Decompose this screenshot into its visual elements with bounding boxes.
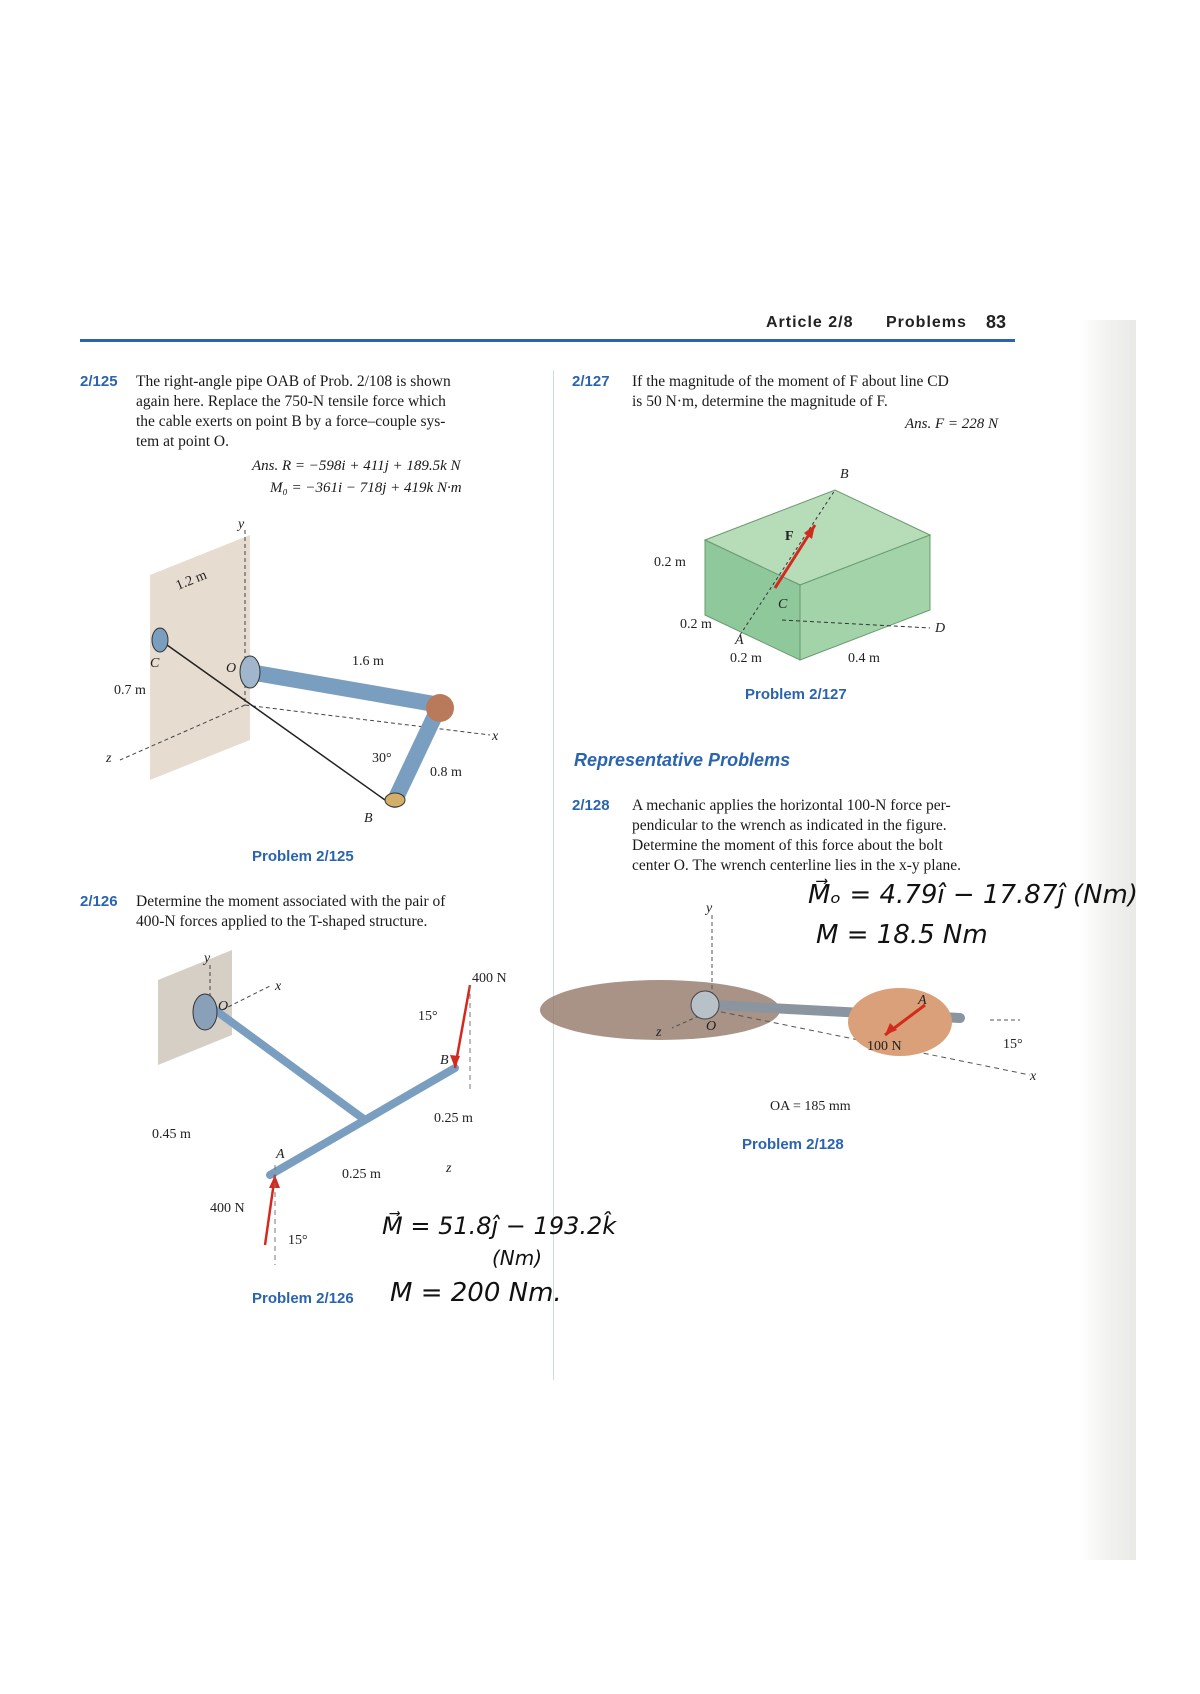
problem-text [136,372,451,452]
label-b: B [440,1053,449,1068]
text-line: center O. The wrench centerline lies in the x-y plane. [632,857,961,874]
problem-number: 2/125 [80,373,118,390]
label-z: z [446,1161,452,1176]
label-x: x [1030,1069,1037,1084]
label-y: y [706,901,713,916]
main-stem [215,1010,365,1120]
answer-M: M₀ = −361i − 718j + 419k N·m [270,480,462,496]
pipe-oa [250,672,440,705]
label-dim-a: 0.2 m [654,555,686,570]
force-arrow-b [455,985,470,1068]
end-b [385,793,405,807]
handwritten-magnitude: M = 18.5 Nm [816,920,988,950]
label-a: A [918,993,927,1008]
header-article: Article 2/8 [766,314,854,331]
text-line: tem at point O. [136,433,229,450]
header-rule [80,339,1015,342]
problem-number: 2/128 [572,797,610,814]
label-angle-top: 15° [418,1009,438,1024]
caption-2-125: Problem 2/125 [252,848,354,865]
label-angle: 30° [372,751,392,766]
label-y: y [238,517,245,532]
label-c: C [150,656,160,671]
handwritten-units: (Nm) [492,1246,543,1270]
label-a: A [276,1147,285,1162]
answer-F: Ans. F = 228 N [905,416,999,432]
label-f: F [785,529,794,544]
label-dim-0-25-right: 0.25 m [434,1111,473,1126]
label-c: C [778,597,788,612]
problem-text [632,372,949,412]
label-d: D [935,621,946,636]
anchor-c [152,628,168,652]
problem-text [136,892,445,932]
base-o [193,994,217,1030]
label-x: x [492,729,499,744]
problem-number: 2/127 [572,373,610,390]
section-title: Representative Problems [574,750,791,770]
text-line: Determine the moment of this force about the bolt [632,837,943,854]
flange-o [240,656,260,688]
label-z: z [656,1025,662,1040]
text-line: is 50 N·m, determine the magnitude of F. [632,393,888,410]
label-force-top: 400 N [472,971,507,986]
text-line: Determine the moment associated with the pair of [136,893,446,910]
label-force: 100 N [867,1039,902,1054]
text-line: pendicular to the wrench as indicated in the figure. [632,817,947,834]
label-b: B [364,811,373,826]
handwritten-magnitude: M = 200 Nm. [390,1278,562,1308]
problem-number: 2/126 [80,893,118,910]
caption-2-128: Problem 2/128 [742,1136,844,1153]
label-b: B [840,467,849,482]
page-header [740,312,1012,336]
wrench-box-end [691,991,719,1019]
text-line: The right-angle pipe OAB of Prob. 2/108 is shown [136,373,451,390]
label-o: O [226,661,237,676]
text-line: the cable exerts on point B by a force–couple sys- [136,413,446,430]
label-y: y [204,951,211,966]
crossbar [270,1068,455,1175]
label-dim-c: 0.2 m [730,651,762,666]
text-line: 400-N forces applied to the T-shaped structure. [136,913,428,930]
scan-shadow-edge [1080,320,1136,1560]
handwritten-moment-vector: M⃗ₒ = 4.79î − 17.87ĵ (Nm) [808,880,1138,910]
label-a: A [735,633,744,648]
label-angle-bottom: 15° [288,1233,308,1248]
page-number: 83 [986,312,1007,332]
label-dim-0-25: 0.25 m [342,1167,381,1182]
text-line: again here. Replace the 750-N tensile force which [136,393,446,410]
text-line: A mechanic applies the horizontal 100-N force per- [632,797,951,814]
label-dim-d: 0.4 m [848,651,880,666]
label-angle: 15° [1003,1037,1023,1052]
label-dim-0-8: 0.8 m [430,765,462,780]
label-dim-1-2: 1.2 m [173,567,210,594]
label-oa: OA = 185 mm [770,1099,851,1114]
label-o: O [706,1019,717,1034]
caption-2-126: Problem 2/126 [252,1290,354,1307]
caption-2-127: Problem 2/127 [745,686,847,703]
label-dim-1-6: 1.6 m [352,654,384,669]
label-o: O [218,999,229,1014]
label-x: x [275,979,282,994]
label-force-bottom: 400 N [210,1201,245,1216]
label-z: z [106,751,112,766]
label-dim-0-7: 0.7 m [114,683,146,698]
label-dim-b: 0.2 m [680,617,712,632]
elbow [426,694,454,722]
handwritten-moment-vector: M⃗ = 51.8ĵ − 193.2k̂ [382,1212,617,1240]
text-line: If the magnitude of the moment of F about line CD [632,373,949,390]
problem-text [632,796,961,876]
answer-R: Ans. R = −598i + 411j + 189.5k N [252,458,461,474]
header-section: Problems [886,314,967,331]
label-dim-0-45: 0.45 m [152,1127,191,1142]
